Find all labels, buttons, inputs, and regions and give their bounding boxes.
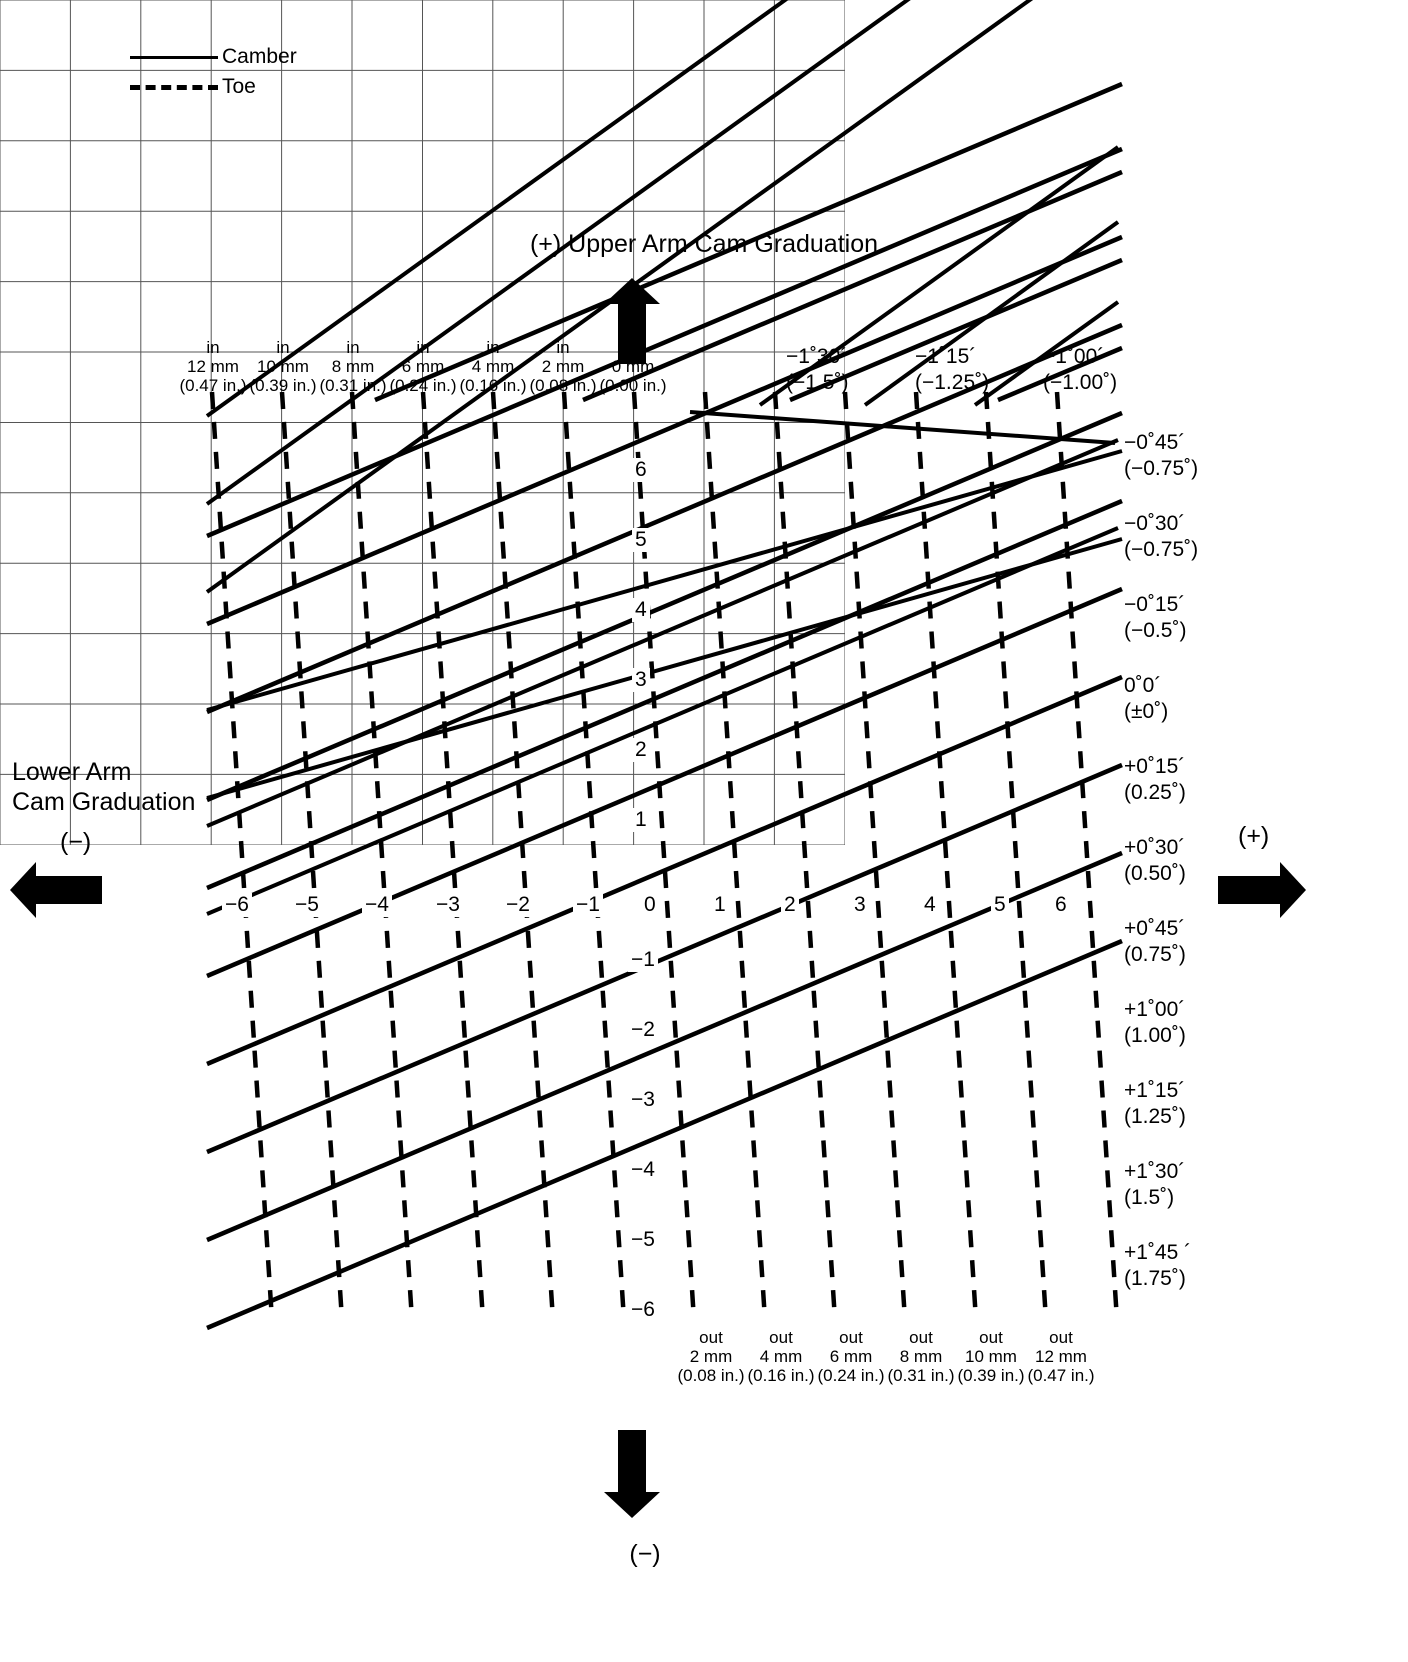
y-tick-label: 1 [632, 808, 650, 832]
y-tick-label: 3 [632, 668, 650, 692]
x-tick-label: 0 [641, 893, 659, 917]
right-axis-sign: (+) [1238, 822, 1270, 850]
toe-bottom-label: out 2 mm (0.08 in.) [677, 1328, 745, 1385]
legend-label-camber: Camber [222, 45, 297, 68]
toe-top-label: in 12 mm (0.47 in.) [179, 338, 247, 395]
y-tick-label: −5 [628, 1228, 658, 1252]
left-axis-title-line1: Lower Arm [12, 758, 132, 786]
toe-bottom-label: out 6 mm (0.24 in.) [817, 1328, 885, 1385]
camber-label-right: +0˚15´ (0.25˚) [1124, 755, 1186, 804]
x-tick-label: 5 [991, 893, 1009, 917]
camber-label-right: −0˚15´ (−0.5˚) [1124, 593, 1187, 642]
top-axis-title: (+) Upper Arm Cam Graduation [529, 230, 879, 258]
camber-label-right: −0˚30´ (−0.75˚) [1124, 512, 1199, 561]
x-tick-label: −4 [362, 893, 392, 917]
y-tick-label: −3 [628, 1088, 658, 1112]
y-tick-label: −1 [628, 948, 658, 972]
x-tick-label: 6 [1052, 893, 1070, 917]
camber-solid-lines [207, 147, 1118, 914]
toe-top-label: in 2 mm (0.08 in.) [529, 338, 597, 395]
camber-label-right: −0˚45´ (−0.75˚) [1124, 431, 1199, 480]
x-tick-label: −1 [573, 893, 603, 917]
camber-label-right: 0˚0´ (±0˚) [1124, 674, 1169, 723]
camber-label-right: +1˚15´ (1.25˚) [1124, 1079, 1186, 1128]
y-tick-label: 2 [632, 738, 650, 762]
toe-bottom-label: out 4 mm (0.16 in.) [747, 1328, 815, 1385]
bottom-axis-sign: (−) [629, 1540, 661, 1568]
camber-label-top: −1˚30´ (−1.5˚) [786, 345, 849, 394]
camber-label-top: −1˚00´ (−1.00˚) [1043, 345, 1118, 394]
y-tick-label: 5 [632, 528, 650, 552]
x-tick-label: 3 [851, 893, 869, 917]
toe-bottom-label: out 12 mm (0.47 in.) [1027, 1328, 1095, 1385]
camber-label-right: +1˚00´ (1.00˚) [1124, 998, 1186, 1047]
camber-family [207, 84, 1122, 1328]
x-tick-label: 4 [921, 893, 939, 917]
toe-bottom-label: out 10 mm (0.39 in.) [957, 1328, 1025, 1385]
left-axis-title-line2: Cam Graduation [12, 788, 196, 816]
y-tick-label: 4 [632, 598, 650, 622]
y-tick-label: 6 [632, 458, 650, 482]
y-tick-label: −4 [628, 1158, 658, 1182]
x-tick-label: −2 [503, 893, 533, 917]
x-tick-label: −5 [292, 893, 322, 917]
y-tick-label: −6 [628, 1298, 658, 1322]
toe-bottom-label: out 8 mm (0.31 in.) [887, 1328, 955, 1385]
camber-label-right: +0˚45´ (0.75˚) [1124, 917, 1186, 966]
camber-label-right: +0˚30´ (0.50˚) [1124, 836, 1186, 885]
toe-top-label: in 6 mm (0.24 in.) [389, 338, 457, 395]
camber-label-top: −1˚15´ (−1.25˚) [915, 345, 990, 394]
x-tick-label: 1 [711, 893, 729, 917]
toe-top-label: in 4 mm (0.16 in.) [459, 338, 527, 395]
x-tick-label: −6 [222, 893, 252, 917]
camber-label-right: +1˚45 ´ (1.75˚) [1124, 1241, 1192, 1290]
x-tick-label: −3 [433, 893, 463, 917]
toe-top-label: in 0 mm (0.00 in.) [599, 338, 667, 395]
left-axis-sign: (−) [60, 828, 92, 856]
toe-top-label: in 8 mm (0.31 in.) [319, 338, 387, 395]
legend-label-toe: Toe [222, 75, 256, 98]
camber-label-right: +1˚30´ (1.5˚) [1124, 1160, 1186, 1209]
x-tick-label: 2 [781, 893, 799, 917]
toe-top-label: in 10 mm (0.39 in.) [249, 338, 317, 395]
y-tick-label: −2 [628, 1018, 658, 1042]
